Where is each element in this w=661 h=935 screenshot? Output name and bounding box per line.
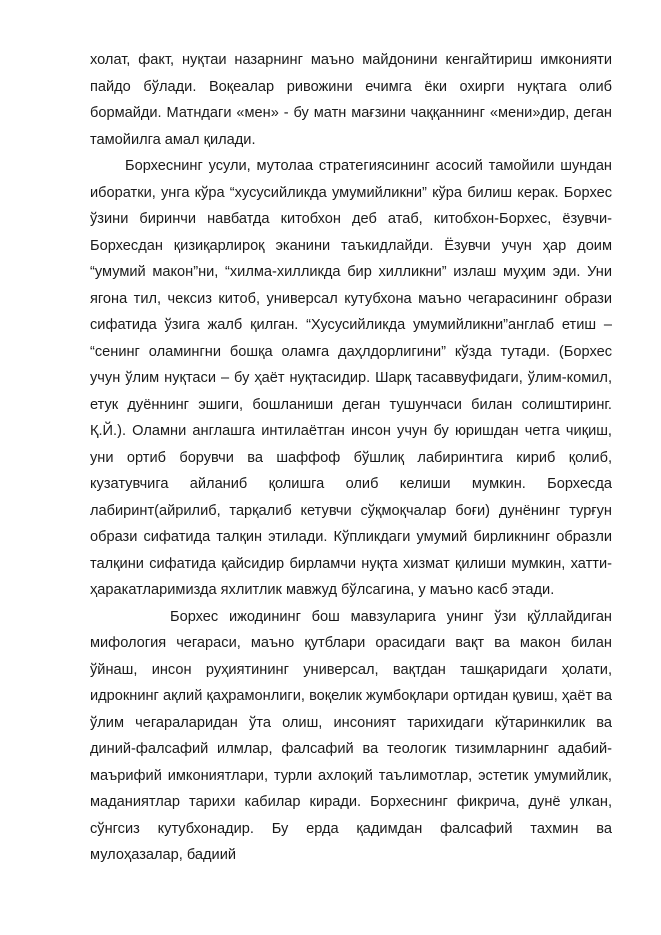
- document-page: [90, 47, 612, 869]
- paragraph-3: Борхес ижодининг бош мавзуларига унинг ўзи қўллайдиган мифология чегараси, маъно қутблари орасидаги вақт ва макон билан ўйнаш, инсон руҳиятининг универсал, вақтдан ташқаридаги ҳолати, идрокнинг ақлий қаҳрамонлиги, воқелик жумбоқлари ортидан қувиш, ҳаёт ва ўлим чегараларидан ўта олиш, инсоният тарихидаги кўтаринкилик ва диний-фалсафий илмлар, фалсафий ва теологик тизимларнинг адабий-маърифий имкониятлари, турли ахлоқий таълимотлар, эстетик умумийлик, маданиятлар тарихи кабилар киради. Борхеснинг фикрича, дунё улкан, сўнгсиз кутубхонадир. Бу ерда қадимдан фалсафий тахмин ва мулоҳазалар, бадиий: [90, 608, 612, 863]
- paragraph-1: холат, факт, нуқтаи назарнинг маъно майдонини кенгайтириш имконияти пайдо бўлади. Воқеалар ривожини ечимга ёки охирги нуқтага олиб бормайди. Матндаги «мен» - бу матн мағзини чаққаннинг «мени»дир, деган тамойилга амал қилади.: [90, 52, 612, 148]
- paragraph-2: Борхеснинг усули, мутолаа стратегиясининг асосий тамойили шундан иборатки, унга кўра “хусусийликда умумийликни” кўра билиш керак. Борхес ўзини биринчи навбатда китобхон деб атаб, китобхон-Борхес, ёзувчи-Борхесдан қизиқарлироқ эканини таъкидлайди. Ёзувчи учун ҳар доим “умумий макон”ни, “хилма-хилликда бир хилликни” излаш муҳим эди. Уни ягона тил, чексиз китоб, универсал кутубхона маъно чегарасининг образи сифатида ўзига жалб қилган. “Хусусийликда умумийликни”англаб етиш – “сенинг оламингни бошқа оламга даҳлдорлигини” кўзда тутади. (Борхес учун ўлим нуқтаси – бу ҳаёт нуқтасидир. Шарқ тасаввуфидаги, ўлим-комил, етук дуённинг эшиги, бошланиши деган тушунчаси билан солиштиринг. Қ.Й.). Оламни англашга интилаётган инсон учун бу юришдан четга чиқиш, уни ортиб борувчи ва шаффоф бўшлиқ лабиринтига кириб қолиб, кузатувчига айланиб қолишга олиб келиши мумкин. Борхесда лабиринт(айрилиб, тарқалиб кетувчи сўқмоқчалар боғи) дунёнинг турғун образи сифатида талқин этилади. Кўпликдаги умумий бирликнинг образли талқини сифатида қайсидир бирламчи нуқта хизмат қилиши мумкин, хатти-ҳаракатларимизда яхлитлик мавжуд бўлсагина, у маъно касб этади.: [90, 158, 612, 598]
